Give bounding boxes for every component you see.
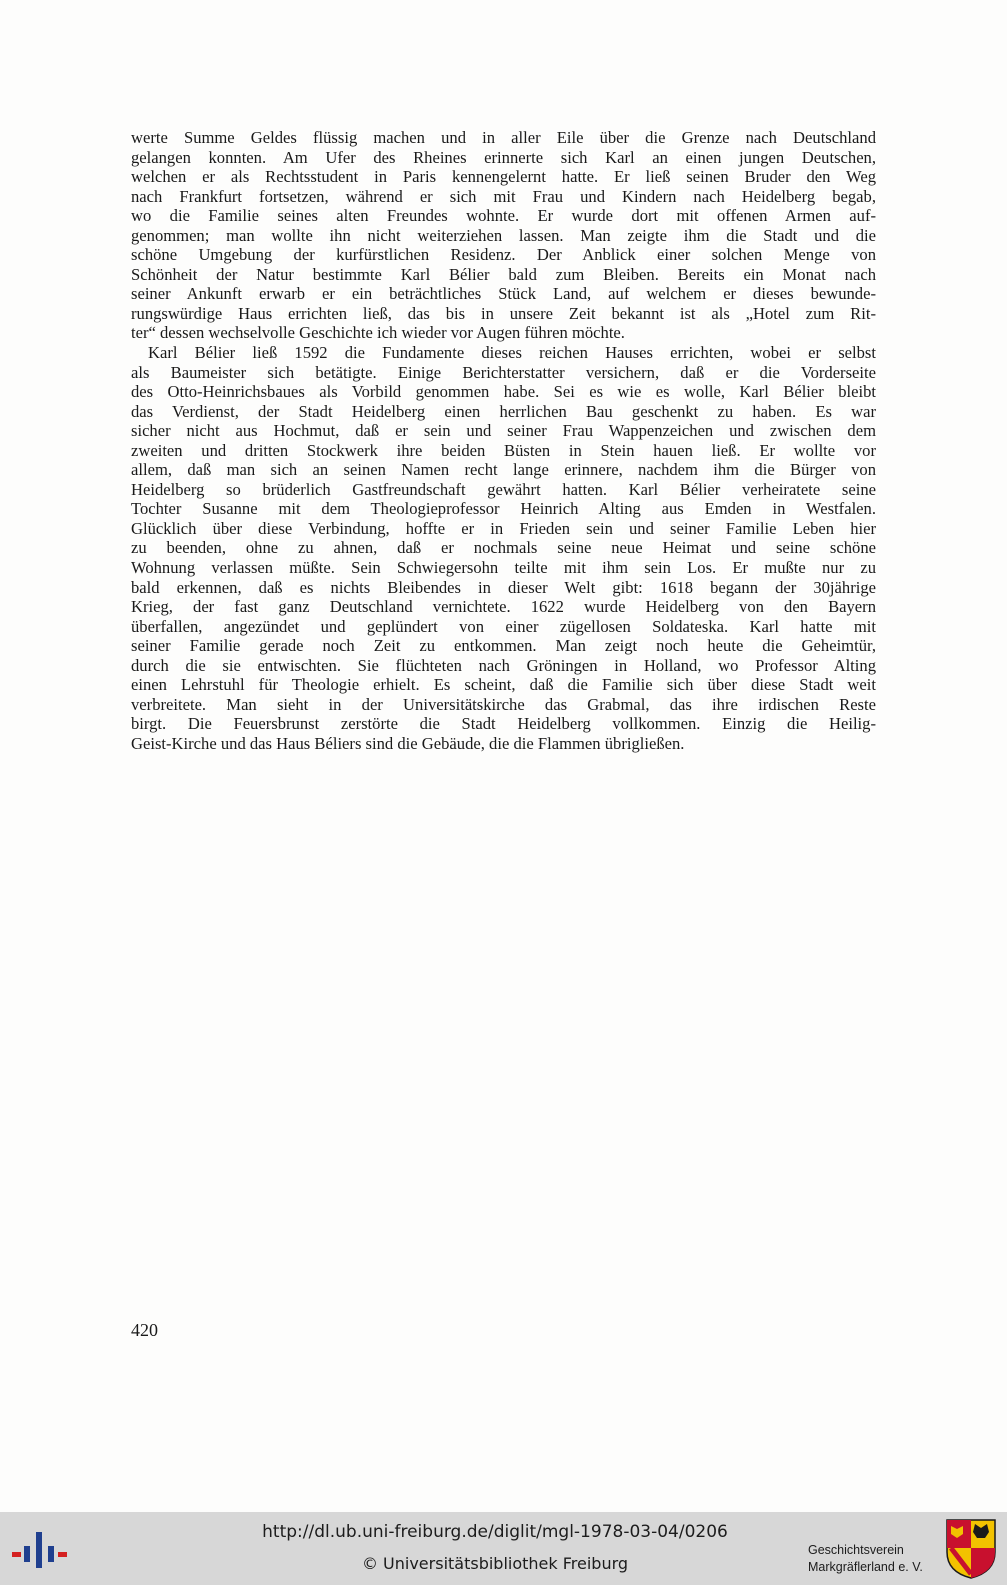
text-line: einen Lehrstuhl für Theologie erhielt. Es scheint, daß die Familie sich über diese Stadt weit (131, 675, 876, 695)
text-line: schöne Umgebung der kurfürstlichen Residenz. Der Anblick einer solchen Menge von (131, 245, 876, 265)
body-text (131, 128, 876, 754)
text-line: Schönheit der Natur bestimmte Karl Bélier bald zum Bleiben. Bereits ein Monat nach (131, 264, 876, 284)
page-number: 420 (131, 1320, 158, 1340)
text-line: allem, daß man sich an seinen Namen recht lange erinnere, nachdem ihm die Bürger von (131, 460, 876, 480)
society-name (808, 1542, 938, 1576)
text-line: das Verdienst, der Stadt Heidelberg einen herrlichen Bau geschenkt zu haben. Es war (131, 401, 876, 421)
text-line: seiner Familie gerade noch Zeit zu entkommen. Man zeigt noch heute die Geheimtür, (131, 636, 876, 656)
text-line: Geist-Kirche und das Haus Béliers sind die Gebäude, die die Flammen übrigließen. (131, 733, 685, 753)
society-name-line2: Markgräflerland e. V. (808, 1560, 923, 1574)
footer-bar (0, 1512, 1007, 1585)
text-line: werte Summe Geldes flüssig machen und in aller Eile über die Grenze nach Deutschland (131, 128, 876, 147)
text-line: durch die sie entwischten. Sie flüchteten nach Gröningen in Holland, wo Professor Alting (131, 655, 876, 675)
text-line: Tochter Susanne mit dem Theologieprofessor Heinrich Alting aus Emden in Westfalen. (131, 499, 876, 519)
text-line: birgt. Die Feuersbrunst zerstörte die Stadt Heidelberg vollkommen. Einzig die Heilig- (131, 714, 876, 734)
footer-url-link[interactable]: http://dl.ub.uni-freiburg.de/diglit/mgl-1978-03-04/0206 (262, 1522, 728, 1542)
text-line: verbreitete. Man sieht in der Universitätskirche das Grabmal, das ihre irdischen Reste (131, 694, 876, 714)
text-line: rungswürdige Haus errichten ließ, das bis in unsere Zeit bekannt ist als „Hotel zum Rit- (131, 303, 876, 323)
ub-freiburg-logo-icon (12, 1530, 68, 1570)
text-line: seiner Ankunft erwarb er ein beträchtliches Stück Land, auf welchem er dieses bewunde- (131, 284, 876, 304)
text-line: genommen; man wollte ihn nicht weiterziehen lassen. Man zeigte ihm die Stadt und die (131, 225, 876, 245)
coat-of-arms-icon (945, 1518, 997, 1580)
text-line: Glücklich über diese Verbindung, hoffte er in Frieden sein und seiner Familie Leben hier (131, 518, 876, 538)
text-line: Krieg, der fast ganz Deutschland vernichtete. 1622 wurde Heidelberg von den Bayern (131, 597, 876, 617)
text-line: sicher nicht aus Hochmut, daß er sein und seiner Frau Wappenzeichen und zwischen dem (131, 421, 876, 441)
text-line: nach Frankfurt fortsetzen, während er sich mit Frau und Kindern nach Heidelberg begab, (131, 186, 876, 206)
text-line: Karl Bélier ließ 1592 die Fundamente dieses reichen Hauses errichten, wobei er selbst (148, 343, 876, 363)
text-line: überfallen, angezündet und geplündert von einer zügellosen Soldateska. Karl hatte mit (131, 616, 876, 636)
footer-copyright: © Universitätsbibliothek Freiburg (361, 1554, 629, 1573)
text-line: bald erkennen, daß es nichts Bleibendes in dieser Welt gibt: 1618 begann der 30jährige (131, 577, 876, 597)
text-line: des Otto-Heinrichsbaues als Vorbild genommen habe. Sei es wie es wolle, Karl Bélier bleibt (131, 382, 876, 402)
text-line: als Baumeister sich betätigte. Einige Berichterstatter versichern, daß er die Vorderseite (131, 362, 876, 382)
text-line: zu beenden, ohne zu ahnen, daß er nochmals seine neue Heimat und seine schöne (131, 538, 876, 558)
text-line: Wohnung verlassen müßte. Sein Schwiegersohn teilte mit ihm sein Los. Er mußte nur zu (131, 558, 876, 578)
society-name-line1: Geschichtsverein (808, 1543, 904, 1557)
text-line: Heidelberg so brüderlich Gastfreundschaft gewährt hatten. Karl Bélier verheiratete seine (131, 479, 876, 499)
text-line: wo die Familie seines alten Freundes wohnte. Er wurde dort mit offenen Armen auf- (131, 206, 876, 226)
text-line: gelangen konnten. Am Ufer des Rheines erinnerte sich Karl an einen jungen Deutschen, (131, 147, 876, 167)
text-line: welchen er als Rechtsstudent in Paris kennengelernt hatte. Er ließ seinen Bruder den Weg (131, 167, 876, 187)
text-line: zweiten und dritten Stockwerk ihre beiden Büsten in Stein hauen ließ. Er wollte vor (131, 440, 876, 460)
text-line: ter“ dessen wechselvolle Geschichte ich wieder vor Augen führen möchte. (131, 323, 625, 343)
